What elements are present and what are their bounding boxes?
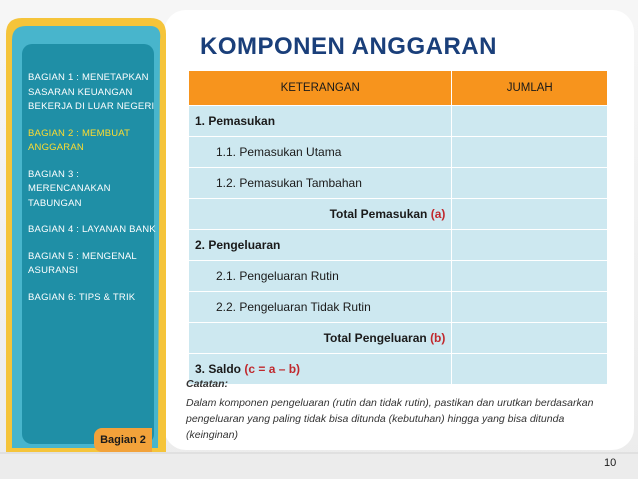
column-header-jumlah: JUMLAH [452, 71, 608, 106]
row-value-cell [452, 137, 608, 168]
note-box [186, 376, 596, 443]
column-header-keterangan: KETERANGAN [189, 71, 452, 106]
row-label-pengeluaran-tidak-rutin: 2.2. Pengeluaran Tidak Rutin [189, 292, 452, 323]
sidebar-nav [28, 71, 158, 317]
row-label-pengeluaran-rutin: 2.1. Pengeluaran Rutin [189, 261, 452, 292]
total-pengeluaran-marker: (b) [430, 331, 446, 345]
section-badge: Bagian 2 [94, 428, 152, 452]
sidebar-item-bagian-5[interactable]: BAGIAN 5 : MENGENAL ASURANSI [28, 250, 137, 276]
row-value-cell [452, 323, 608, 354]
row-label-pengeluaran: 2. Pengeluaran [189, 230, 452, 261]
row-label-pemasukan: 1. Pemasukan [189, 106, 452, 137]
row-value-cell [452, 199, 608, 230]
saldo-formula: (c = a – b) [244, 362, 301, 376]
table-row [189, 292, 608, 323]
sidebar-item-bagian-4[interactable]: BAGIAN 4 : LAYANAN BANK [28, 224, 156, 235]
table-row [189, 230, 608, 261]
row-value-cell [452, 230, 608, 261]
note-title: Catatan: [186, 378, 229, 390]
note-text: Dalam komponen pengeluaran (rutin dan tidak rutin), pastikan dan urutkan berdasarkan pengeluaran yang paling tidak bisa ditunda (kebutuhan) hingga yang bisa ditunda (keinginan) [186, 397, 594, 441]
table-row [189, 106, 608, 137]
total-pengeluaran-label: Total Pengeluaran [323, 331, 427, 345]
sidebar-item-bagian-2[interactable]: BAGIAN 2 : MEMBUAT ANGGARAN [28, 127, 130, 153]
row-value-cell [452, 292, 608, 323]
table-row [189, 261, 608, 292]
table-row [189, 323, 608, 354]
row-value-cell [452, 106, 608, 137]
table-row [189, 199, 608, 230]
total-pemasukan-marker: (a) [430, 207, 446, 221]
sidebar-item-bagian-3[interactable]: BAGIAN 3 : MERENCANAKAN TABUNGAN [28, 168, 111, 209]
footer-divider [0, 452, 638, 454]
row-label-pemasukan-utama: 1.1. Pemasukan Utama [189, 137, 452, 168]
row-label-total-pemasukan [189, 199, 452, 230]
sidebar-item-bagian-1[interactable]: BAGIAN 1 : MENETAPKAN SASARAN KEUANGAN BEKERJA DI LUAR NEGERI [28, 72, 155, 112]
budget-table [188, 70, 608, 385]
saldo-label: 3. Saldo [195, 362, 242, 376]
sidebar-item-bagian-6[interactable]: BAGIAN 6: TIPS & TRIK [28, 291, 136, 303]
table-row [189, 137, 608, 168]
page-number: 10 [604, 457, 617, 469]
page-title: KOMPONEN ANGGARAN [200, 33, 497, 60]
row-value-cell [452, 261, 608, 292]
row-value-cell [452, 168, 608, 199]
row-label-pemasukan-tambahan: 1.2. Pemasukan Tambahan [189, 168, 452, 199]
table-row [189, 168, 608, 199]
row-label-total-pengeluaran [189, 323, 452, 354]
total-pemasukan-label: Total Pemasukan [329, 207, 428, 221]
table-header-row [189, 71, 608, 106]
